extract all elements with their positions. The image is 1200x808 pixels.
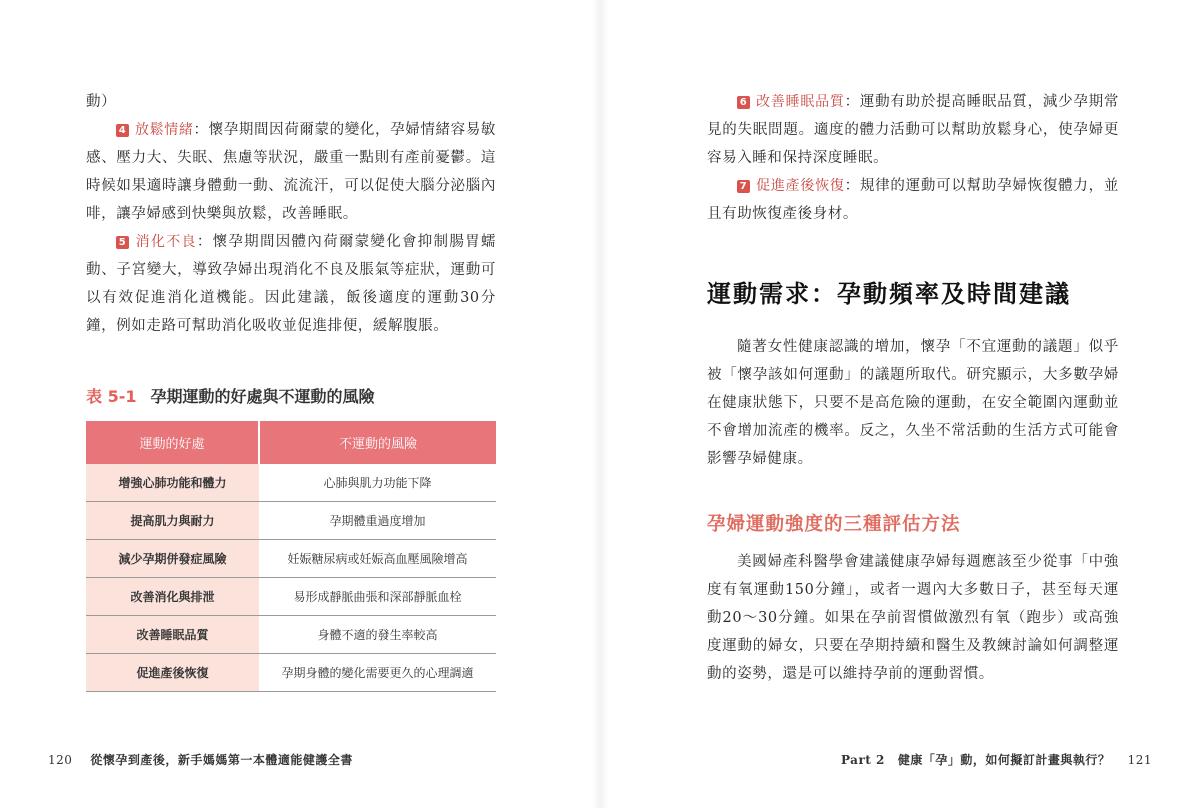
number-badge-7: 7 xyxy=(737,180,750,193)
table-cell-benefit: 增強心肺功能和體力 xyxy=(86,464,259,502)
table-cell-risk: 身體不適的發生率較高 xyxy=(259,616,496,654)
table-caption-title: 孕期運動的好處與不運動的風險 xyxy=(150,387,375,406)
benefit-term-7: 促進產後恢復 xyxy=(756,178,845,194)
table-row xyxy=(86,578,496,616)
part-title: 健康「孕」動，如何擬訂計畫與執行？ xyxy=(897,753,1111,767)
table-cell-risk: 心肺與肌力功能下降 xyxy=(259,464,496,502)
benefit-text-6: ：運動有助於提高睡眠品質，減少孕期常見的失眠問題。適度的體力活動可以幫助放鬆身心，使孕婦更容易入睡和保持深度睡眠。 xyxy=(707,94,1119,166)
benefit-item-5 xyxy=(86,228,496,340)
benefits-risks-table xyxy=(86,421,496,692)
book-title: 從懷孕到產後，新手媽媽第一本體適能健護全書 xyxy=(90,753,353,767)
table-header-benefits: 運動的好處 xyxy=(86,421,259,464)
table-cell-risk: 孕期體重過度增加 xyxy=(259,502,496,540)
table-cell-risk: 易形成靜脈曲張和深部靜脈血栓 xyxy=(259,578,496,616)
section-paragraph-1: 隨著女性健康認識的增加，懷孕「不宜運動的議題」似乎被「懷孕該如何運動」的議題所取代。研究顯示，大多數孕婦在健康狀態下，只要不是高危險的運動，在安全範圍內運動並不會增加流產的機率。反之，久坐不常活動的生活方式可能會影響孕婦健康。 xyxy=(707,339,1119,467)
section-paragraph-2: 美國婦產科醫學會建議健康孕婦每週應該至少從事「中強度有氧運動150分鐘」，或者一週內大多數日子，甚至每天運動20～30分鐘。如果在孕前習慣做激烈有氧（跑步）或高強度運動的婦女，只要在孕期持續和醫生及教練討論如何調整運動的姿勢，還是可以維持孕前的運動習慣。 xyxy=(707,554,1119,682)
table-caption-number: 表 5-1 xyxy=(86,387,137,406)
table-header-row xyxy=(86,421,496,464)
table-cell-benefit: 改善消化與排泄 xyxy=(86,578,259,616)
right-body-top xyxy=(707,88,1119,228)
table-row xyxy=(86,464,496,502)
table-row xyxy=(86,616,496,654)
table-row xyxy=(86,540,496,578)
table-cell-benefit: 提高肌力與耐力 xyxy=(86,502,259,540)
number-badge-5: 5 xyxy=(116,236,129,249)
benefit-text-5: ：懷孕期間因體內荷爾蒙變化會抑制腸胃蠕動、子宮變大，導致孕婦出現消化不良及脹氣等症狀，運動可以有效促進消化道機能。因此建議，飯後適度的運動30分鐘，例如走路可幫助消化吸收並促進排便，緩解腹脹。 xyxy=(86,234,496,334)
continuation-text: 動） xyxy=(86,94,117,110)
part-label: Part 2 xyxy=(840,753,885,767)
subsection-heading: 孕婦運動強度的三種評估方法 xyxy=(707,514,961,535)
table-header-risks: 不運動的風險 xyxy=(259,421,496,464)
number-badge-4: 4 xyxy=(116,124,129,137)
table-cell-benefit: 改善睡眠品質 xyxy=(86,616,259,654)
number-badge-6: 6 xyxy=(737,96,750,109)
left-page-number: 120 xyxy=(48,753,73,767)
right-page-number: 121 xyxy=(1127,753,1152,767)
table-cell-benefit: 減少孕期併發症風險 xyxy=(86,540,259,578)
benefit-text-7: ：規律的運動可以幫助孕婦恢復體力，並且有助恢復產後身材。 xyxy=(707,178,1119,222)
left-body-text xyxy=(86,88,496,340)
table-cell-benefit: 促進產後恢復 xyxy=(86,654,259,692)
left-footer xyxy=(48,751,353,768)
benefit-item-4 xyxy=(86,116,496,228)
benefit-text-4: ：懷孕期間因荷爾蒙的變化，孕婦情緒容易敏感、壓力大、失眠、焦慮等狀況，嚴重一點則有產前憂鬱。這時候如果適時讓身體動一動、流流汗，可以促使大腦分泌腦內啡，讓孕婦感到快樂與放鬆，改善睡眠。 xyxy=(86,122,496,222)
table-cell-risk: 孕期身體的變化需要更久的心理調適 xyxy=(259,654,496,692)
benefit-term-6: 改善睡眠品質 xyxy=(756,94,845,110)
section-heading: 運動需求：孕動頻率及時間建議 xyxy=(707,279,1071,308)
table-cell-risk: 妊娠糖尿病或妊娠高血壓風險增高 xyxy=(259,540,496,578)
right-footer xyxy=(841,751,1152,768)
table-caption xyxy=(86,384,375,407)
benefit-item-6 xyxy=(707,88,1119,172)
table-row xyxy=(86,502,496,540)
table-row xyxy=(86,654,496,692)
benefit-term-5: 消化不良 xyxy=(135,234,197,250)
benefit-item-7 xyxy=(707,172,1119,228)
benefit-term-4: 放鬆情緒 xyxy=(135,122,194,138)
